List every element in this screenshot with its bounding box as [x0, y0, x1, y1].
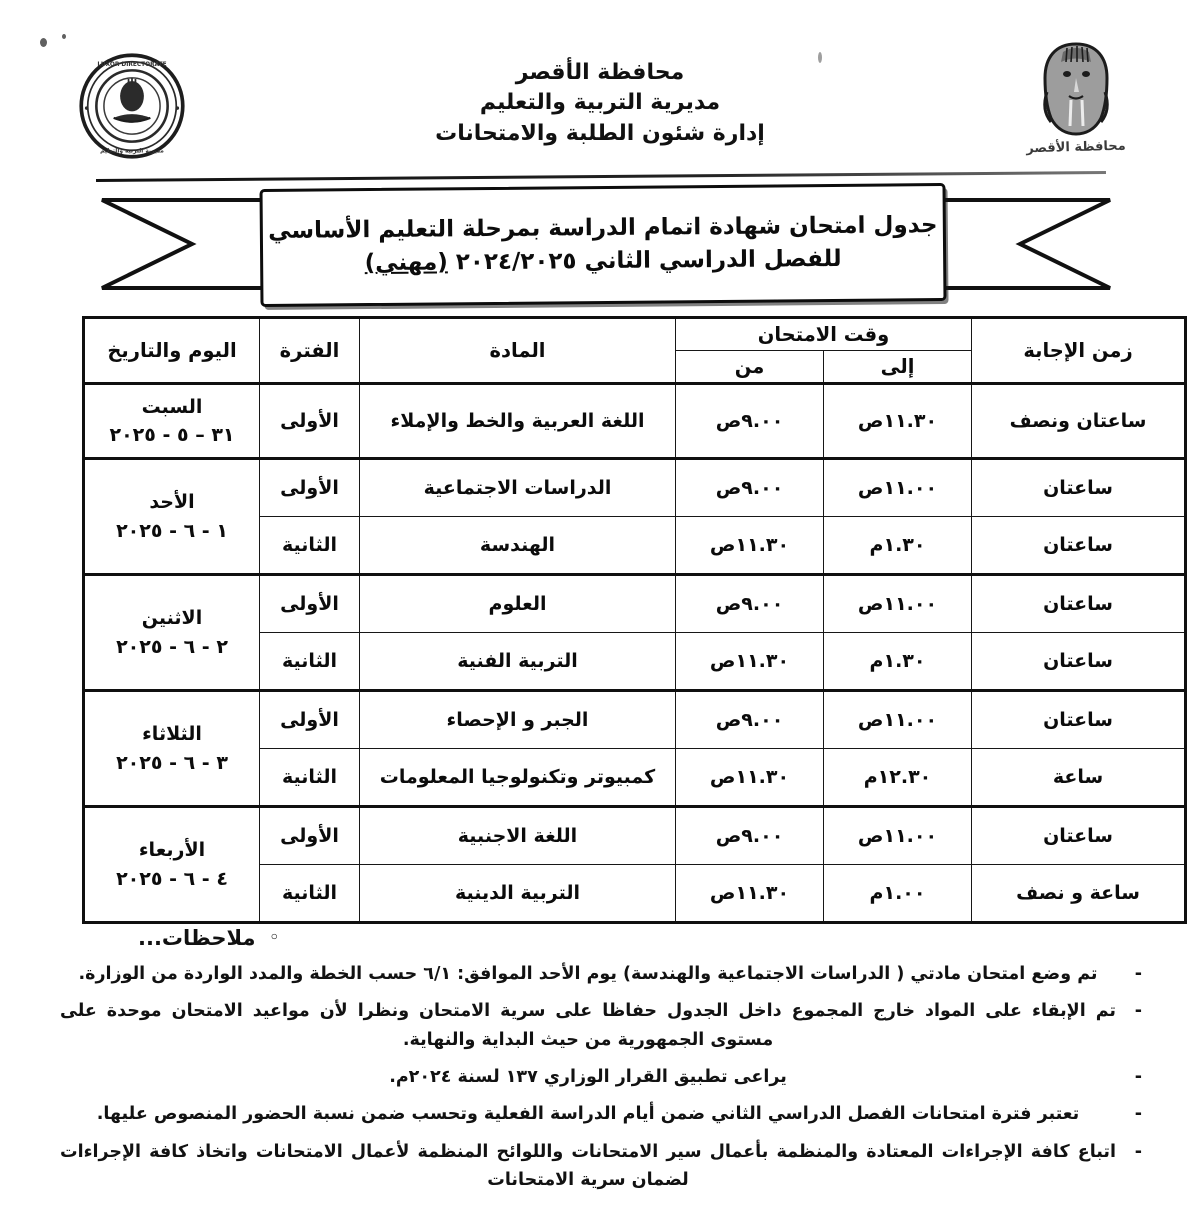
- cell-day-date: [84, 459, 260, 575]
- cell-duration: ساعتان: [972, 459, 1186, 517]
- day-date: ١ - ٦ - ٢٠٢٥: [116, 519, 228, 542]
- cell-duration: ساعتان: [972, 575, 1186, 633]
- day-date: ٢ - ٦ - ٢٠٢٥: [116, 635, 228, 658]
- table-row: [84, 575, 1186, 633]
- header-day-date: اليوم والتاريخ: [84, 318, 260, 384]
- cell-duration: ساعتان: [972, 633, 1186, 691]
- cell-duration: ساعتان: [972, 517, 1186, 575]
- cell-subject: التربية الدينية: [360, 865, 676, 923]
- cell-subject: الهندسة: [360, 517, 676, 575]
- header-time-to: إلى: [824, 351, 972, 384]
- cell-time-to: ١١.٠٠ص: [824, 691, 972, 749]
- header-time-from: من: [676, 351, 824, 384]
- svg-text:LUXOR DIRECTORATE: LUXOR DIRECTORATE: [97, 62, 167, 69]
- bullet-icon: ◦: [269, 928, 281, 946]
- org-line-governorate: محافظة الأقصر: [515, 60, 685, 85]
- cell-time-from: ١١.٣٠ص: [676, 865, 824, 923]
- cell-time-to: ١.٠٠م: [824, 865, 972, 923]
- exam-schedule-title-box: [259, 183, 946, 307]
- cell-time-from: ٩.٠٠ص: [676, 384, 824, 459]
- note-item: - يراعى تطبيق القرار الوزاري ١٣٧ لسنة ٢٠٢٤م.: [60, 1063, 1150, 1091]
- notes-heading: [60, 926, 1150, 950]
- cell-period: الأولى: [260, 459, 360, 517]
- cell-day-date: [84, 807, 260, 923]
- cell-time-from: ١١.٣٠ص: [676, 749, 824, 807]
- note-item: - تم الإبقاء على المواد خارج المجموع داخل الجدول حفاظا على سرية الامتحان ونظرا لأن مواعيد الامتحان موحدة على مستوى الجمهورية من حيث البداية والنهاية.: [60, 997, 1150, 1054]
- header-divider: [96, 171, 1106, 182]
- cell-subject: اللغة الاجنبية: [360, 807, 676, 865]
- cell-subject: التربية الفنية: [360, 633, 676, 691]
- banner-term-text: للفصل الدراسي الثاني ٢٠٢٤/٢٠٢٥: [447, 245, 842, 276]
- cell-subject: الجبر و الإحصاء: [360, 691, 676, 749]
- day-name: الأربعاء: [138, 839, 206, 861]
- table-row: [84, 459, 1186, 517]
- day-name: الأحد: [149, 491, 195, 513]
- cell-time-from: ٩.٠٠ص: [676, 691, 824, 749]
- cell-day-date: [84, 384, 260, 459]
- cell-subject: كمبيوتر وتكنولوجيا المعلومات: [360, 749, 676, 807]
- day-date: ٤ - ٦ - ٢٠٢٥: [116, 867, 228, 890]
- cell-time-to: ١.٣٠م: [824, 633, 972, 691]
- cell-period: الأولى: [260, 575, 360, 633]
- table-header-row-1: [84, 318, 1186, 351]
- svg-text:مديرية التربية والتعليم: مديرية التربية والتعليم: [100, 148, 164, 155]
- notes-title-text: ملاحظات...: [138, 926, 256, 950]
- cell-duration: ساعتان ونصف: [972, 384, 1186, 459]
- banner-title-line-2: [365, 243, 842, 281]
- table-header: [84, 318, 1186, 384]
- cell-duration: ساعة و نصف: [972, 865, 1186, 923]
- exam-schedule-table: [82, 316, 1187, 924]
- org-line-department: إدارة شئون الطلبة والامتحانات: [435, 120, 765, 146]
- luxor-governorate-emblem: [1024, 38, 1128, 170]
- cell-time-to: ١.٣٠م: [824, 517, 972, 575]
- cell-time-to: ١١.٠٠ص: [824, 459, 972, 517]
- organization-heading: [0, 58, 1200, 149]
- emblem-caption: محافظة الأقصر: [1026, 138, 1126, 157]
- cell-time-to: ١٢.٣٠م: [824, 749, 972, 807]
- cell-time-from: ٩.٠٠ص: [676, 459, 824, 517]
- cell-duration: ساعة: [972, 749, 1186, 807]
- cell-time-from: ٩.٠٠ص: [676, 575, 824, 633]
- note-item: - تم وضع امتحان مادتي ( الدراسات الاجتماعية والهندسة) يوم الأحد الموافق: ٦/١ حسب الخطة والمدد الواردة من الوزارة.: [60, 960, 1150, 988]
- document-header: [0, 0, 1200, 190]
- cell-period: الثانية: [260, 517, 360, 575]
- cell-subject: اللغة العربية والخط والإملاء: [360, 384, 676, 459]
- table-row: [84, 807, 1186, 865]
- banner-title-line-1: جدول امتحان شهادة اتمام الدراسة بمرحلة التعليم الأساسي: [268, 211, 938, 244]
- cell-time-from: ١١.٣٠ص: [676, 517, 824, 575]
- day-name: السبت: [141, 395, 203, 418]
- cell-duration: ساعتان: [972, 691, 1186, 749]
- day-name: الاثنين: [141, 607, 203, 629]
- day-date: ٣ - ٦ - ٢٠٢٥: [116, 751, 228, 774]
- notes-list: [60, 960, 1150, 1194]
- table-row: [84, 691, 1186, 749]
- cell-period: الأولى: [260, 691, 360, 749]
- table-row: [84, 384, 1186, 459]
- header-subject: المادة: [360, 318, 676, 384]
- cell-subject: العلوم: [360, 575, 676, 633]
- org-line-directorate: مديرية التربية والتعليم: [479, 90, 721, 116]
- header-period: الفترة: [260, 318, 360, 384]
- pharaoh-mask-icon: [1033, 38, 1119, 138]
- cell-period: الثانية: [260, 749, 360, 807]
- cell-duration: ساعتان: [972, 807, 1186, 865]
- cell-period: الثانية: [260, 633, 360, 691]
- cell-period: الأولى: [260, 384, 360, 459]
- cell-period: الثانية: [260, 865, 360, 923]
- cell-time-from: ١١.٣٠ص: [676, 633, 824, 691]
- title-ribbon: [0, 186, 1200, 308]
- note-item: - اتباع كافة الإجراءات المعتادة والمنظمة بأعمال سير الامتحانات واللوائح المنظمة لأعمال الامتحانات واتخاذ كافة الإجراءات لضمان سرية الامتحانات: [60, 1138, 1150, 1195]
- header-exam-time: وقت الامتحان: [676, 318, 972, 351]
- header-duration: زمن الإجابة: [972, 318, 1186, 384]
- cell-day-date: [84, 691, 260, 807]
- banner-track-label: (مهني): [364, 249, 448, 277]
- note-item: - تعتبر فترة امتحانات الفصل الدراسي الثاني ضمن أيام الدراسة الفعلية وتحسب ضمن نسبة الحضور المنصوص عليها.: [60, 1100, 1150, 1128]
- day-name: الثلاثاء: [142, 723, 202, 745]
- cell-time-to: ١١.٣٠ص: [824, 384, 972, 459]
- cell-period: الأولى: [260, 807, 360, 865]
- notes-section: [60, 926, 1150, 1203]
- cell-time-to: ١١.٠٠ص: [824, 807, 972, 865]
- cell-time-to: ١١.٠٠ص: [824, 575, 972, 633]
- cell-subject: الدراسات الاجتماعية: [360, 459, 676, 517]
- cell-time-from: ٩.٠٠ص: [676, 807, 824, 865]
- day-date: ٣١ – ٥ - ٢٠٢٥: [109, 424, 235, 446]
- cell-day-date: [84, 575, 260, 691]
- table-body: [84, 384, 1186, 923]
